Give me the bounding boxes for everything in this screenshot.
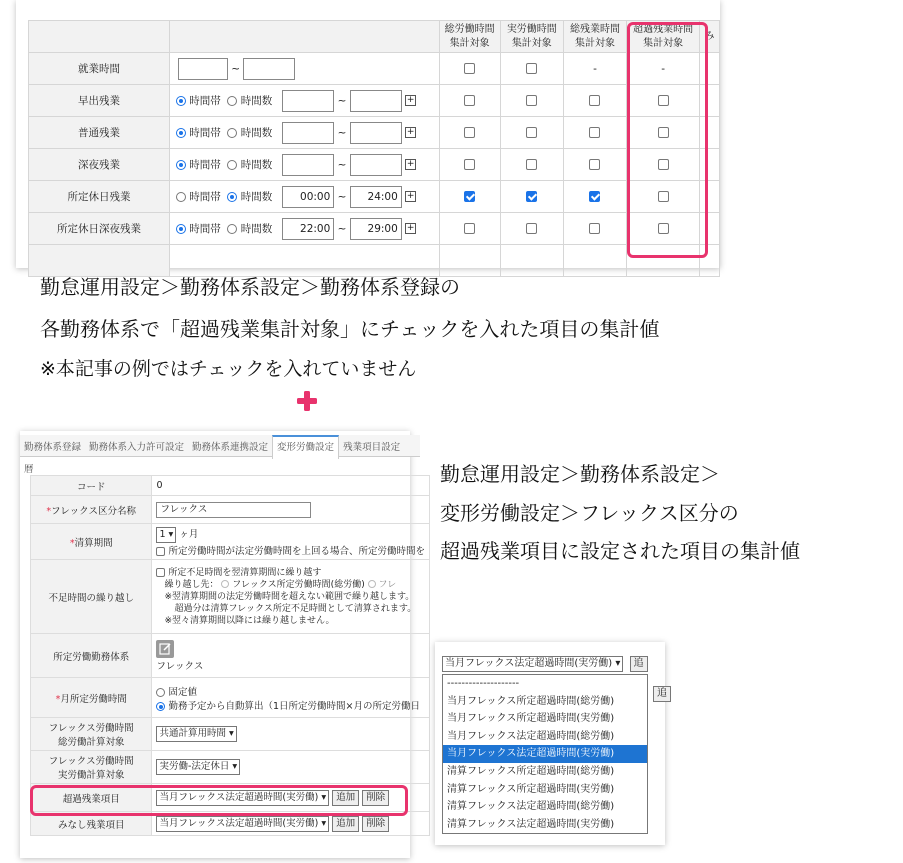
row-label: 深夜残業 [29, 149, 170, 181]
monthly-radio-fixed[interactable] [156, 688, 165, 697]
deemed-delete-button[interactable]: 削除 [362, 816, 389, 832]
row-label: 所定休日残業 [29, 181, 170, 213]
aggregate-checkbox[interactable] [526, 191, 537, 202]
aggregate-checkbox[interactable] [464, 127, 475, 138]
expand-icon[interactable]: + [406, 159, 415, 169]
col-header-total: 総労働時間 集計対象 [439, 21, 500, 53]
dropdown-option[interactable]: 清算フレックス法定超過時間(総労働) [447, 801, 615, 813]
period-label: 清算期間 [74, 537, 113, 549]
monthly-label: 月所定労働時間 [60, 693, 127, 705]
tilde: ~ [337, 126, 347, 139]
time-to-input[interactable] [350, 122, 402, 144]
col-header-actual: 実労働時間 集計対象 [500, 21, 563, 53]
period-checkbox[interactable] [156, 547, 165, 556]
tilde: ~ [337, 94, 347, 107]
caption-line-2: 各勤務体系で「超過残業集計対象」にチェックを入れた項目の集計値 [40, 317, 660, 341]
na-cell: - [563, 53, 626, 85]
table-row [29, 53, 720, 85]
caption2-line-2: 変形労働設定＞フレックス区分の [440, 501, 739, 525]
short-check-label: 所定不足時間を翌清算期間に繰り越す [168, 567, 322, 578]
total-label-2: 総労働計算対象 [57, 737, 125, 748]
short-label: 不足時間の繰り越し [31, 560, 152, 634]
total-label-1: フレックス労働時間 [48, 723, 134, 734]
radio-hours-label: 時間数 [240, 190, 273, 203]
deemed-label: みなし残業項目 [31, 812, 152, 836]
radio-hours-label: 時間数 [240, 94, 273, 107]
dropdown-option[interactable]: -------------------- [447, 678, 520, 689]
aggregate-checkbox[interactable] [589, 159, 600, 170]
col-header-overtime: 総残業時間 集計対象 [563, 21, 626, 53]
radio-hours[interactable] [227, 224, 237, 234]
tilde: ~ [337, 190, 347, 203]
dropdown-option[interactable]: 当月フレックス所定超過時間(実労働) [447, 713, 615, 725]
name-input[interactable]: フレックス [156, 502, 311, 518]
dropdown-option[interactable]: 当月フレックス法定超過時間(総労働) [447, 730, 615, 742]
radio-timeband-label: 時間帯 [189, 94, 221, 107]
dropdown-options [442, 674, 648, 834]
radio-timeband[interactable] [176, 224, 186, 234]
dropdown-select[interactable]: 当月フレックス法定超過時間(実労働) ▾ [442, 656, 623, 672]
aggregate-checkbox[interactable] [526, 159, 537, 170]
plus-icon [296, 390, 318, 412]
short-note-2: 超過分は清算フレックス所定不足時間として清算されます。 [174, 603, 417, 614]
dropdown-option[interactable]: 当月フレックス所定超過時間(総労働) [447, 695, 615, 707]
excess-dropdown-panel [435, 642, 665, 845]
caption2-line-3: 超過残業項目に設定された項目の集計値 [440, 539, 800, 563]
tilde: ~ [337, 222, 347, 235]
col-header-deemed: み [700, 21, 720, 53]
monthly-radio-auto[interactable] [156, 702, 165, 711]
time-to-input[interactable]: 29:00 [350, 218, 402, 240]
monthly-opt2: 勤務予定から自動算出（1日所定労働時間×月の所定労働日 [168, 700, 420, 712]
aggregate-checkbox[interactable] [589, 95, 600, 106]
excess-delete-button[interactable]: 削除 [362, 790, 389, 806]
radio-timeband[interactable] [176, 128, 186, 138]
aggregate-checkbox[interactable] [464, 95, 475, 106]
actual-label-2: 実労働計算対象 [57, 770, 125, 781]
excess-select[interactable]: 当月フレックス法定超過時間(実労働) ▾ [156, 790, 329, 806]
time-from-input[interactable]: 22:00 [282, 218, 334, 240]
work-system-table-panel [16, 0, 720, 268]
row-label: 就業時間 [29, 53, 170, 85]
time-from-input[interactable] [282, 90, 334, 112]
actual-label-1: フレックス労働時間 [48, 756, 134, 767]
radio-hours-label: 時間数 [240, 158, 273, 171]
short-dest-opt1: フレックス所定労働時間(総労働) [232, 579, 365, 590]
table-row [29, 181, 720, 213]
monthly-opt1: 固定値 [168, 686, 197, 698]
expand-icon[interactable]: + [406, 127, 415, 137]
period-select[interactable]: 1 ▾ [156, 527, 176, 543]
radio-hours[interactable] [227, 160, 237, 170]
period-unit: ヶ月 [179, 529, 199, 540]
short-dest-opt2: フレ [378, 579, 397, 590]
tab-overtime-setting[interactable]: 残業項目設定 [343, 442, 401, 453]
tilde: ~ [337, 158, 347, 171]
col-header-excess: 超過残業時間 集計対象 [627, 21, 700, 53]
work-label: 所定労働勤務体系 [31, 634, 152, 678]
time-from-input[interactable] [282, 154, 334, 176]
radio-hours[interactable] [227, 192, 237, 202]
radio-timeband-label: 時間帯 [189, 222, 221, 235]
short-dest-radio-1[interactable] [221, 580, 229, 588]
excess-label: 超過残業項目 [31, 784, 152, 812]
tab-work-system[interactable]: 勤務体系登録 [24, 442, 82, 453]
expand-icon[interactable]: + [406, 223, 415, 233]
aggregate-checkbox[interactable] [526, 127, 537, 138]
row-label: 早出残業 [29, 85, 170, 117]
tab-flex-setting[interactable]: 変形労働設定 [272, 435, 339, 459]
dropdown-option[interactable]: 当月フレックス法定超過時間(実労働) [443, 745, 647, 763]
excess-row-highlight [30, 785, 408, 816]
aggregate-checkbox[interactable] [464, 63, 475, 74]
aggregate-checkbox[interactable] [526, 63, 537, 74]
code-value: 0 [152, 476, 430, 496]
tab-calendar[interactable]: 暦 [24, 464, 34, 475]
aggregate-checkbox[interactable] [464, 223, 475, 234]
aggregate-checkbox[interactable] [526, 95, 537, 106]
excess-add-button[interactable]: 追加 [332, 790, 359, 806]
table-row [29, 117, 720, 149]
aggregate-checkbox[interactable] [526, 223, 537, 234]
time-from-input[interactable]: 00:00 [282, 186, 334, 208]
aggregate-checkbox[interactable] [589, 191, 600, 202]
radio-timeband[interactable] [176, 192, 186, 202]
dropdown-option[interactable]: 清算フレックス法定超過時間(実労働) [447, 818, 615, 830]
time-to-input[interactable] [350, 154, 402, 176]
tab-link-setting[interactable]: 勤務体系連携設定 [192, 442, 269, 453]
table-row [29, 85, 720, 117]
row-label: 所定休日深夜残業 [29, 213, 170, 245]
short-dest-label: 繰り越し先： [164, 579, 219, 590]
actual-select[interactable]: 実労働-法定休日 ▾ [156, 759, 240, 775]
caption-line-1: 勤怠運用設定＞勤務体系設定＞勤務体系登録の [40, 275, 460, 299]
aggregate-checkbox[interactable] [589, 127, 600, 138]
deemed-select[interactable]: 当月フレックス法定超過時間(実労働) ▾ [156, 816, 329, 832]
work-system-table [28, 20, 720, 277]
expand-icon[interactable]: + [406, 95, 415, 105]
time-to-input[interactable]: 24:00 [350, 186, 402, 208]
tab-input-permission[interactable]: 勤務体系入力許可設定 [89, 442, 185, 453]
deemed-add-button[interactable]: 追加 [332, 816, 359, 832]
table-row [29, 149, 720, 181]
dropdown-option[interactable]: 清算フレックス所定超過時間(実労働) [447, 783, 615, 795]
edit-icon[interactable] [156, 640, 174, 658]
radio-timeband-label: 時間帯 [189, 158, 221, 171]
dropdown-option[interactable]: 清算フレックス所定超過時間(総労働) [447, 765, 615, 777]
radio-hours-label: 時間数 [240, 126, 273, 139]
tilde: ~ [231, 62, 241, 75]
radio-hours-label: 時間数 [240, 222, 273, 235]
work-value: フレックス [156, 660, 204, 672]
row-label: 普通残業 [29, 117, 170, 149]
dropdown-side-button[interactable]: 追 [630, 656, 648, 672]
radio-hours[interactable] [227, 96, 237, 106]
flex-setting-panel [20, 431, 425, 858]
radio-timeband[interactable] [176, 160, 186, 170]
radio-hours[interactable] [227, 128, 237, 138]
radio-timeband[interactable] [176, 96, 186, 106]
flex-form: コード 0 *フレックス区分名称 フレックス *清算期間 1 ▾ ヶ月 所定労働時間が法定労働時間を上回る場合、所定労働時間を 不足時間の繰り越し 所定不足時間を翌清算期間に繰り越す 繰り越し先： フレックス所定労働時間(総労働) フレ ※翌清算期間の法定労働時間を超えない範囲で繰り越します。 超過分は清算フレックス所定不足時間として清算されます。 ※翌々清算期間以降には繰り越しません。 所定労働勤務体系 フレックス *月所定労働時間 固定値 勤務予定から自動算出（1日所定労働時間×月の所定労働日 フレックス労働時間 総労働計算対象 共通計算用時間 ▾ フレックス労働時間 実労働計算対象 実労働-法定休日 ▾ 超過残業項目 当月フレックス法定超過時間(実労働) ▾ 追加 削除 みなし残業項目 当月フレックス法定超過時間(実労働) ▾ 追加 削除 [30, 475, 430, 836]
dropdown-side-button-2[interactable]: 追 [653, 686, 671, 702]
radio-timeband-label: 時間帯 [189, 126, 221, 139]
time-from-input[interactable] [178, 58, 228, 80]
total-select[interactable]: 共通計算用時間 ▾ [156, 726, 236, 742]
expand-icon[interactable]: + [406, 191, 415, 201]
na-cell: - [627, 53, 700, 85]
radio-timeband-label: 時間帯 [189, 190, 221, 203]
short-note-1: ※翌清算期間の法定労働時間を超えない範囲で繰り越します。 [164, 591, 415, 602]
aggregate-checkbox[interactable] [464, 191, 475, 202]
period-check-label: 所定労働時間が法定労働時間を上回る場合、所定労働時間を [168, 546, 425, 557]
aggregate-checkbox[interactable] [589, 223, 600, 234]
caption-line-3: ※本記事の例ではチェックを入れていません [40, 358, 417, 380]
excess-column-highlight [627, 22, 708, 258]
short-dest-radio-2[interactable] [368, 580, 376, 588]
caption2-line-1: 勤怠運用設定＞勤務体系設定＞ [440, 462, 720, 486]
time-from-input[interactable] [282, 122, 334, 144]
short-checkbox[interactable] [156, 568, 165, 577]
time-to-input[interactable] [350, 90, 402, 112]
table-row [29, 213, 720, 245]
aggregate-checkbox[interactable] [464, 159, 475, 170]
name-label: フレックス区分名称 [51, 505, 137, 517]
settings-tabs [20, 435, 420, 475]
code-label: コード [31, 476, 152, 496]
short-note-3: ※翌々清算期間以降には繰り越しません。 [164, 615, 335, 626]
time-to-input[interactable] [243, 58, 295, 80]
